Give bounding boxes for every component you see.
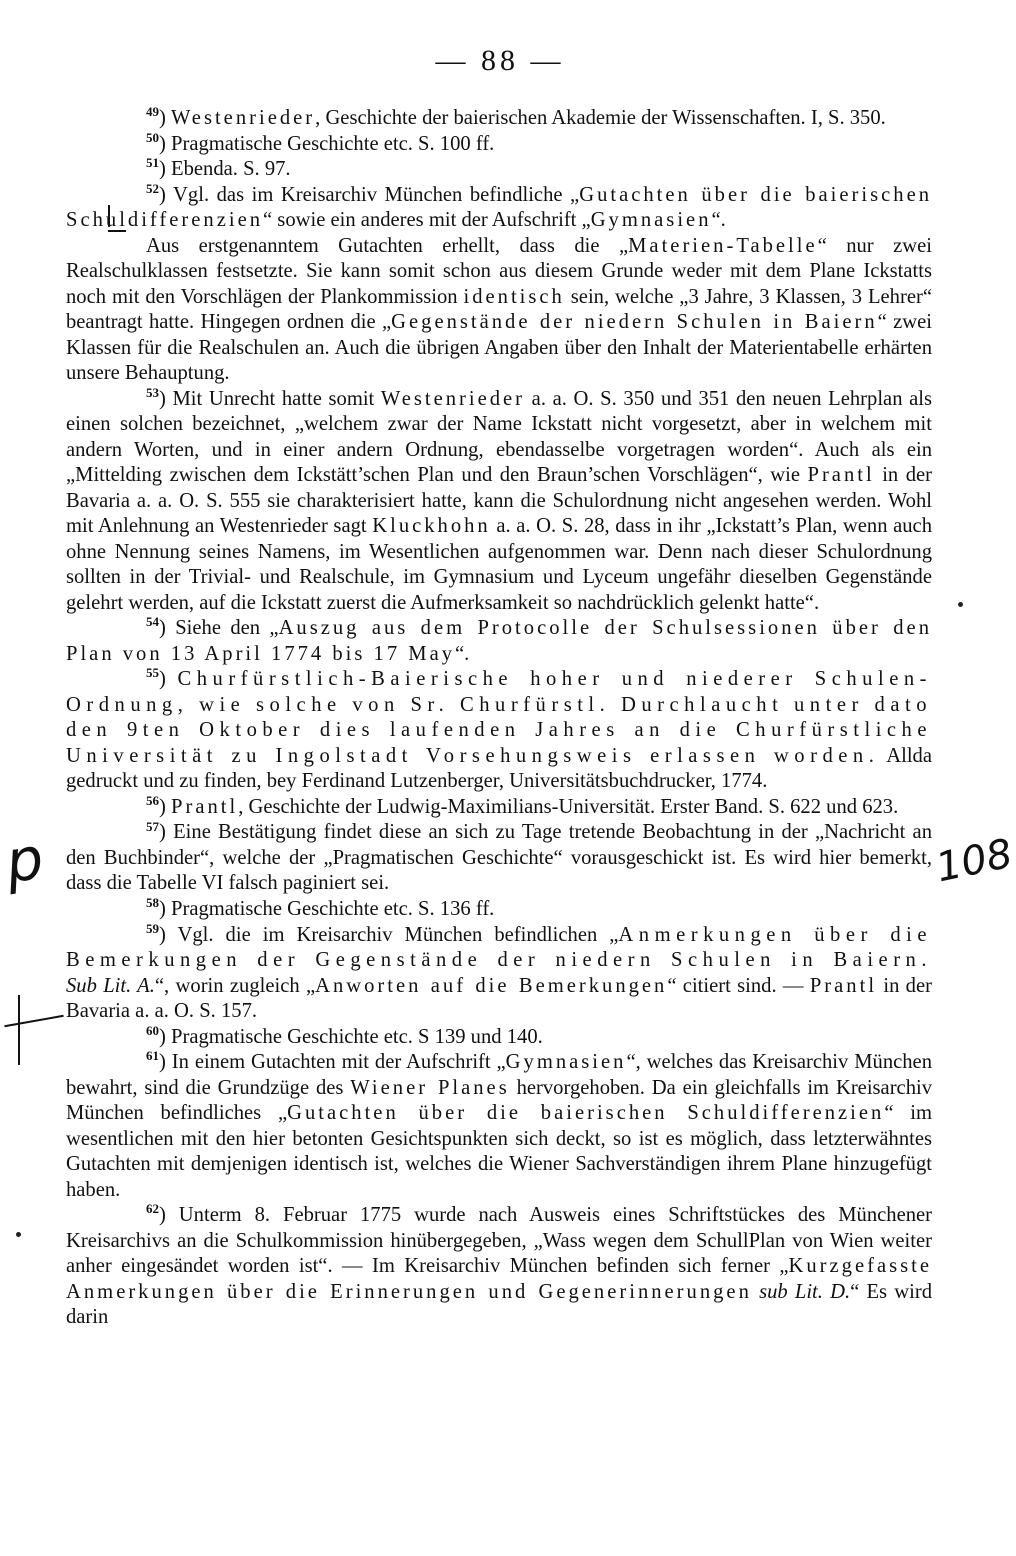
spaced-title: Gegenstände der niedern Schulen in Baiern (391, 311, 878, 334)
footnote-text: Allda gedruckt und zu finden, bey Ferdinand Lutzenberger, Universitätsbuchdrucker, 1774. (66, 744, 932, 793)
footnote-number: 52 (146, 180, 159, 196)
footnote-text: Pragmatische Geschichte etc. S 139 und 140. (171, 1025, 543, 1048)
footnote-text: a. a. O. S. 350 und 351 den neuen Lehrplan als einen solchen bezeichnet, „welchem zwar der Name Ickstatt nicht vorgesetzt, aber in welchem mit andern Worten, und in einer andern Ordnung, ebendasselbe vorgetragen worden“. Auch als ein „Mittelding zwischen dem Ickstätt’schen Plan und den Braun’schen Vorschlägen“, wie (66, 387, 933, 487)
footnote-number: 61 (146, 1048, 159, 1064)
footnote-58: $^{58}$) Pragmatische Geschichte etc. S. 136 ff. (66, 897, 932, 923)
footnote-number: 57 (146, 818, 159, 834)
spaced-title: Materien-Tabelle (628, 234, 818, 257)
footnote-text: , Geschichte der baierischen Akademie der Wissenschaften. I, S. 350. (315, 107, 886, 129)
footnote-text: “. (711, 209, 726, 232)
author-name: Westenrieder (171, 107, 316, 129)
spaced-word: identisch (463, 285, 565, 308)
margin-note-right: 108 (932, 830, 1016, 892)
italic-reference: sub Lit. D. (751, 1280, 851, 1303)
footnote-text: Siehe den „ (175, 617, 279, 640)
footnote-text: Ebenda. S. 97. (171, 158, 291, 181)
footnote-text: In einem Gutachten mit der Aufschrift „ (171, 1051, 506, 1074)
spaced-title: Wiener Planes (350, 1076, 510, 1099)
footnote-text: “ citiert sind. — (667, 974, 810, 997)
footnote-text: a. a. O. S. 28, dass in ihr „Ickstatt’s Plan, wenn auch ohne Nennung seines Namens, im Wesentlichen aufgenommen war. Denn nach dieser Schulordnung sollten in der Trivial- und Realschule, im Gymnasium und Lyceum ungefähr dieselben Gegenstände gelehrt werden, auf die Ickstatt zuerst die Aufmerksamkeit so nachdrücklich gelenkt hatte“. (66, 515, 932, 614)
footnote-text: Vgl. die im Kreisarchiv München befindlichen „ (177, 923, 619, 946)
spaced-title: Auszug aus dem Protocolle der Schulsessionen über den Plan von 13 April 1774 bis 17 May (66, 617, 932, 665)
paragraph-text: Aus erstgenanntem Gutachten erhellt, dass die „ (146, 234, 629, 257)
footnote-text: Unterm 8. Februar 1775 wurde nach Ausweis eines Schriftstückes des Münchener Kreisarchivs an die Schulkommission hinübergegeben, „Wass wegen dem SchullPlan von Wien weiter anher eingesändet worden ist“. — Im Kreisarchiv München befinden sich ferner „ (66, 1204, 933, 1278)
footnote-54: $^{54}$) Siehe den „Auszug aus dem Protocolle der Schulsessionen über den Plan von 13 April 1774 bis 17 May“. (66, 614, 932, 665)
footnote-51: $^{51}$) Ebenda. S. 97. (66, 157, 932, 183)
footnote-text: “, welches das Kreisarchiv München bewahrt, sind die Grundzüge des (66, 1051, 932, 1099)
footnote-61: $^{61}$) In einem Gutachten mit der Aufschrift „Gymnasien“, welches das Kreisarchiv München bewahrt, sind die Grundzüge des Wiener Planes hervorgehoben. Da ein gleichfalls im Kreisarchiv München befindliches „Gutachten über die baierischen Schuldifferenzien“ im wesentlichen mit den hier betonten Gesichtspunkten sich deckt, so ist es möglich, dass letzterwähntes Gutachten mit demjenigen identisch ist, welches die Wiener Sachverständigen ihrem Plane hinzugefügt haben. (66, 1048, 933, 1201)
footnote-text: in der Bavaria a. a. O. S. 555 sie charakterisiert hatte, kann die Schulordnung nicht angesehen werden. Wohl mit Anlehnung an Westenrieder sagt (66, 464, 932, 538)
spaced-title: Gymnasien (590, 209, 712, 232)
footnote-53: $^{53}$) Mit Unrecht hatte somit Westenrieder a. a. O. S. 350 und 351 den neuen Lehrplan als einen solchen bezeichnet, „welchem zwar der Name Ickstatt nicht vorgesetzt, aber in welchem mit andern Worten, und in einer andern Ordnung, ebendasselbe vorgetragen worden“. Auch als ein „Mittelding zwischen dem Ickstätt’schen Plan und den Braun’schen Vorschlägen“, wie Prantl in der Bavaria a. a. O. S. 555 sie charakterisiert hatte, kann die Schulordnung nicht angesehen werden. Wohl mit Anlehnung an Westenrieder sagt Kluckhohn a. a. O. S. 28, dass in ihr „Ickstatt’s Plan, wenn auch ohne Nennung seines Namens, im Wesentlichen aufgenommen war. Denn nach dieser Schulordnung sollten in der Trivial- und Realschule, im Gymnasium und Lyceum ungefähr dieselben Gegenstände gelehrt werden, auf die Ickstatt zuerst die Aufmerksamkeit so nachdrücklich gelenkt hatte“. (66, 384, 933, 614)
footnote-52: $^{52}$) Vgl. das im Kreisarchiv München befindliche „Gutachten über die baierischen Schuldifferenzien“ sowie ein anderes mit der Aufschrift „Gymnasien“. (66, 180, 933, 232)
author-name: Prantl (807, 464, 875, 487)
footnote-49: $^{49}$) Westenrieder, Geschichte der baierischen Akademie der Wissenschaften. I, S. 350. (66, 106, 932, 132)
margin-dot (958, 602, 963, 607)
footnote-text: , Geschichte der Ludwig-Maximilians-Universität. Erster Band. S. 622 und 623. (238, 795, 899, 818)
footnote-59: $^{59}$) Vgl. die im Kreisarchiv München befindlichen „Anmerkungen über die Bemerkungen der Gegenstände der niedern Schulen in Baiern. Sub Lit. A.“, worin zugleich „Anworten auf die Bemerkungen“ citiert sind. — Prantl in der Bavaria a. a. O. S. 157. (66, 920, 932, 1023)
footnote-number: 50 (146, 129, 159, 145)
footnote-text: “ im wesentlichen mit den hier betonten Gesichtspunkten sich deckt, so ist es möglich, dass letzterwähntes Gutachten mit demjenigen identisch ist, welches die Wiener Sachverständigen ihrem Plane hinzugefügt haben. (66, 1102, 932, 1201)
spaced-title: Kurzgefasste Anmerkungen über die Erinnerungen und Gegenerinnerungen (66, 1255, 932, 1303)
footnote-60: $^{60}$) Pragmatische Geschichte etc. S 139 und 140. (66, 1025, 932, 1051)
footnote-56: $^{56}$) Prantl, Geschichte der Ludwig-Maximilians-Universität. Erster Band. S. 622 und 623. (66, 795, 932, 821)
margin-note-left: p (1, 823, 48, 897)
pencil-stroke (4, 1015, 63, 1027)
spaced-title: Churfürstlich-Baierische hoher und niederer Schulen-Ordnung, wie solche von Sr. Churfürstl. Durchlaucht unter dato den 9ten Oktober dies laufenden Jahres an die Churfürstliche Universität zu Ingolstadt Vorsehungsweis erlassen worden. (66, 668, 932, 767)
spaced-title: Anmerkungen über die Bemerkungen der Gegenstände der niedern Schulen in Baiern. (66, 923, 932, 972)
footnote-number: 62 (146, 1201, 159, 1217)
page-number: — 88 — (435, 44, 565, 77)
footnote-text: hervorgehoben. Da ein gleichfalls im Kreisarchiv München befindliches „ (66, 1076, 933, 1125)
pencil-line-left (18, 995, 20, 1065)
author-name: Kluckhohn (372, 515, 491, 538)
footnote-number: 56 (146, 793, 159, 809)
footnote-text: “ Es wird darin (66, 1280, 932, 1329)
footnote-number: 55 (146, 665, 159, 681)
footnote-number: 60 (146, 1022, 159, 1038)
italic-reference: Sub Lit. A. (66, 974, 155, 997)
footnote-62: $^{62}$) Unterm 8. Februar 1775 wurde nach Ausweis eines Schriftstückes des Münchener Kreisarchivs an die Schulkommission hinübergegeben, „Wass wegen dem SchullPlan von Wien weiter anher eingesändet worden ist“. — Im Kreisarchiv München befinden sich ferner „Kurzgefasste Anmerkungen über die Erinnerungen und Gegenerinnerungen sub Lit. D.“ Es wird darin (66, 1201, 933, 1329)
footnote-text: “, worin zugleich „ (154, 974, 316, 997)
footnote-number: 54 (146, 614, 159, 630)
footnote-number: 51 (146, 155, 159, 171)
footnote-55: $^{55}$) Churfürstlich-Baierische hoher und niederer Schulen-Ordnung, wie solche von Sr. Churfürstl. Durchlaucht unter dato den 9ten Oktober dies laufenden Jahres an die Churfürstliche Universität zu Ingolstadt Vorsehungsweis erlassen worden. Allda gedruckt und zu finden, bey Ferdinand Lutzenberger, Universitätsbuchdrucker, 1774. (66, 665, 932, 793)
footnote-text: “ sowie ein anderes mit der Aufschrift „ (263, 209, 591, 232)
footnote-57: $^{57}$) Eine Bestätigung findet diese an sich zu Tage tretende Beobachtung in der „Nachricht an den Buchbinder“, welche der „Pragmatischen Geschichte“ vorausgeschickt ist. Es wird hier bemerkt, dass die Tabelle VI falsch paginiert sei. (66, 818, 932, 895)
footnote-number: 59 (146, 920, 159, 936)
footnote-text: Pragmatische Geschichte etc. S. 100 ff. (171, 132, 495, 155)
footnote-number: 58 (146, 895, 159, 911)
footnote-text: Eine Bestätigung findet diese an sich zu Tage tretende Beobachtung in der „Nachricht an den Buchbinder“, welche der „Pragmatischen Geschichte“ vorausgeschickt ist. Es wird hier bemerkt, dass die Tabelle VI falsch paginiert sei. (66, 821, 932, 895)
paragraph-text: “ nur zwei Realschulklassen festsetzte. Sie kann somit schon aus diesem Grunde weder mit dem Plane Ickstatts noch mit den Vorschlägen der Plankommission (66, 234, 932, 308)
footnotes (66, 106, 932, 1331)
spaced-title: Anworten auf die Bemerkungen (315, 974, 668, 997)
footnote-number: 53 (146, 384, 159, 400)
footnote-text: Pragmatische Geschichte etc. S. 136 ff. (171, 897, 495, 920)
footnote-text: in der Bavaria a. a. O. S. 157. (66, 974, 932, 1023)
paragraph-text: sein, welche „3 Jahre, 3 Klassen, 3 Lehrer“ beantragt hatte. Hingegen ordnen die „ (66, 285, 932, 334)
paragraph (66, 234, 932, 387)
spaced-title: Gymnasien (505, 1051, 627, 1074)
author-name: Westenrieder (380, 387, 526, 410)
paragraph-text: “ zwei Klassen für die Realschulen an. Auch die übrigen Angaben über den Inhalt der Materientabelle erhärten unsere Behauptung. (66, 311, 933, 385)
footnote-50: $^{50}$) Pragmatische Geschichte etc. S. 100 ff. (66, 132, 932, 158)
footnote-number: 49 (146, 104, 159, 120)
margin-dot (16, 1232, 21, 1237)
spaced-title: Gutachten über die baierischen Schuldifferenzien (287, 1102, 885, 1125)
footnote-text: Mit Unrecht hatte somit (172, 387, 381, 410)
footnote-text: “. (455, 642, 470, 665)
footnote-text: Vgl. das im Kreisarchiv München befindliche „ (173, 183, 580, 206)
author-name: Prantl (171, 795, 239, 818)
spaced-title: Gutachten über die baierischen Schuldifferenzien (66, 183, 933, 232)
author-name: Prantl (809, 974, 878, 997)
